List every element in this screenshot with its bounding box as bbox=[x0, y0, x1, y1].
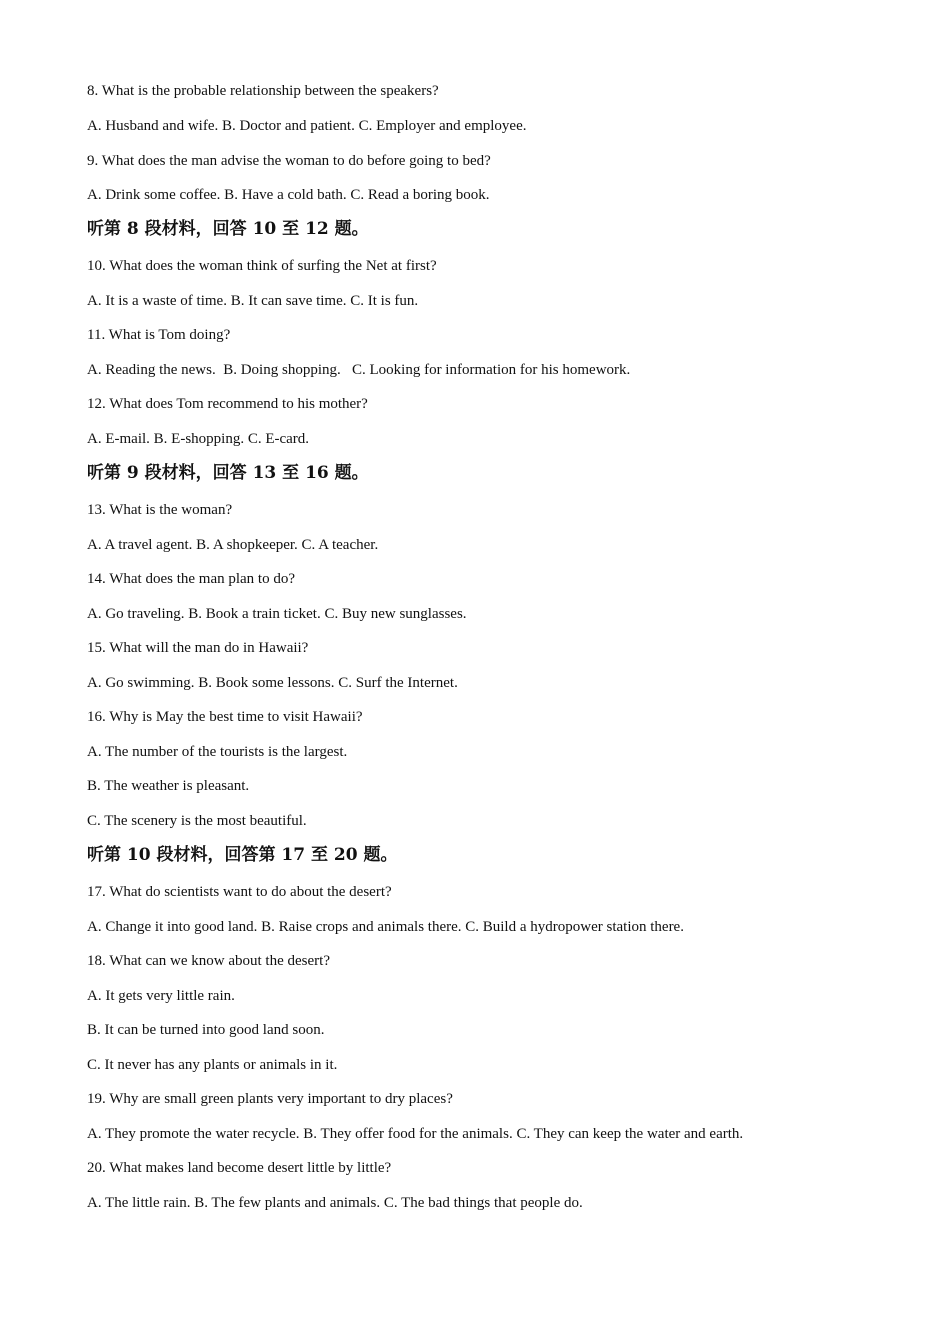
section-heading-9: 听第 9 段材料，回答 13 至 16 题。 bbox=[87, 463, 369, 483]
options-17: A. Change it into good land. B. Raise crops and animals there. C. Build a hydropower station there. bbox=[87, 919, 684, 935]
option-18c: C. It never has any plants or animals in it. bbox=[87, 1057, 338, 1073]
question-20: 20. What makes land become desert little by little? bbox=[87, 1160, 392, 1176]
options-10: A. It is a waste of time. B. It can save time. C. It is fun. bbox=[87, 293, 419, 309]
question-13: 13. What is the woman? bbox=[87, 502, 233, 518]
options-20: A. The little rain. B. The few plants and animals. C. The bad things that people do. bbox=[87, 1195, 583, 1211]
question-14: 14. What does the man plan to do? bbox=[87, 571, 296, 587]
option-16c: C. The scenery is the most beautiful. bbox=[87, 813, 307, 829]
option-18a: A. It gets very little rain. bbox=[87, 988, 235, 1004]
options-15: A. Go swimming. B. Book some lessons. C. Surf the Internet. bbox=[87, 675, 458, 691]
question-15: 15. What will the man do in Hawaii? bbox=[87, 640, 309, 656]
question-16: 16. Why is May the best time to visit Hawaii? bbox=[87, 709, 363, 725]
section-heading-8: 听第 8 段材料，回答 10 至 12 题。 bbox=[87, 219, 369, 239]
option-16b: B. The weather is pleasant. bbox=[87, 778, 250, 794]
section-heading-10: 听第 10 段材料，回答第 17 至 20 题。 bbox=[87, 845, 398, 865]
question-10: 10. What does the woman think of surfing the Net at first? bbox=[87, 258, 437, 274]
question-11: 11. What is Tom doing? bbox=[87, 327, 231, 343]
option-18b: B. It can be turned into good land soon. bbox=[87, 1022, 325, 1038]
options-9: A. Drink some coffee. B. Have a cold bath. C. Read a boring book. bbox=[87, 187, 490, 203]
question-17: 17. What do scientists want to do about the desert? bbox=[87, 884, 392, 900]
options-14: A. Go traveling. B. Book a train ticket. C. Buy new sunglasses. bbox=[87, 606, 467, 622]
options-19: A. They promote the water recycle. B. They offer food for the animals. C. They can keep the water and earth. bbox=[87, 1126, 744, 1142]
options-12: A. E-mail. B. E-shopping. C. E-card. bbox=[87, 431, 310, 447]
option-16a: A. The number of the tourists is the largest. bbox=[87, 744, 348, 760]
question-9: 9. What does the man advise the woman to do before going to bed? bbox=[87, 153, 491, 169]
options-8: A. Husband and wife. B. Doctor and patient. C. Employer and employee. bbox=[87, 118, 527, 134]
question-12: 12. What does Tom recommend to his mother? bbox=[87, 396, 368, 412]
question-19: 19. Why are small green plants very important to dry places? bbox=[87, 1091, 453, 1107]
options-13: A. A travel agent. B. A shopkeeper. C. A teacher. bbox=[87, 537, 379, 553]
question-18: 18. What can we know about the desert? bbox=[87, 953, 330, 969]
question-8: 8. What is the probable relationship between the speakers? bbox=[87, 83, 439, 99]
options-11: A. Reading the news. B. Doing shopping. C. Looking for information for his homework. bbox=[87, 362, 631, 378]
